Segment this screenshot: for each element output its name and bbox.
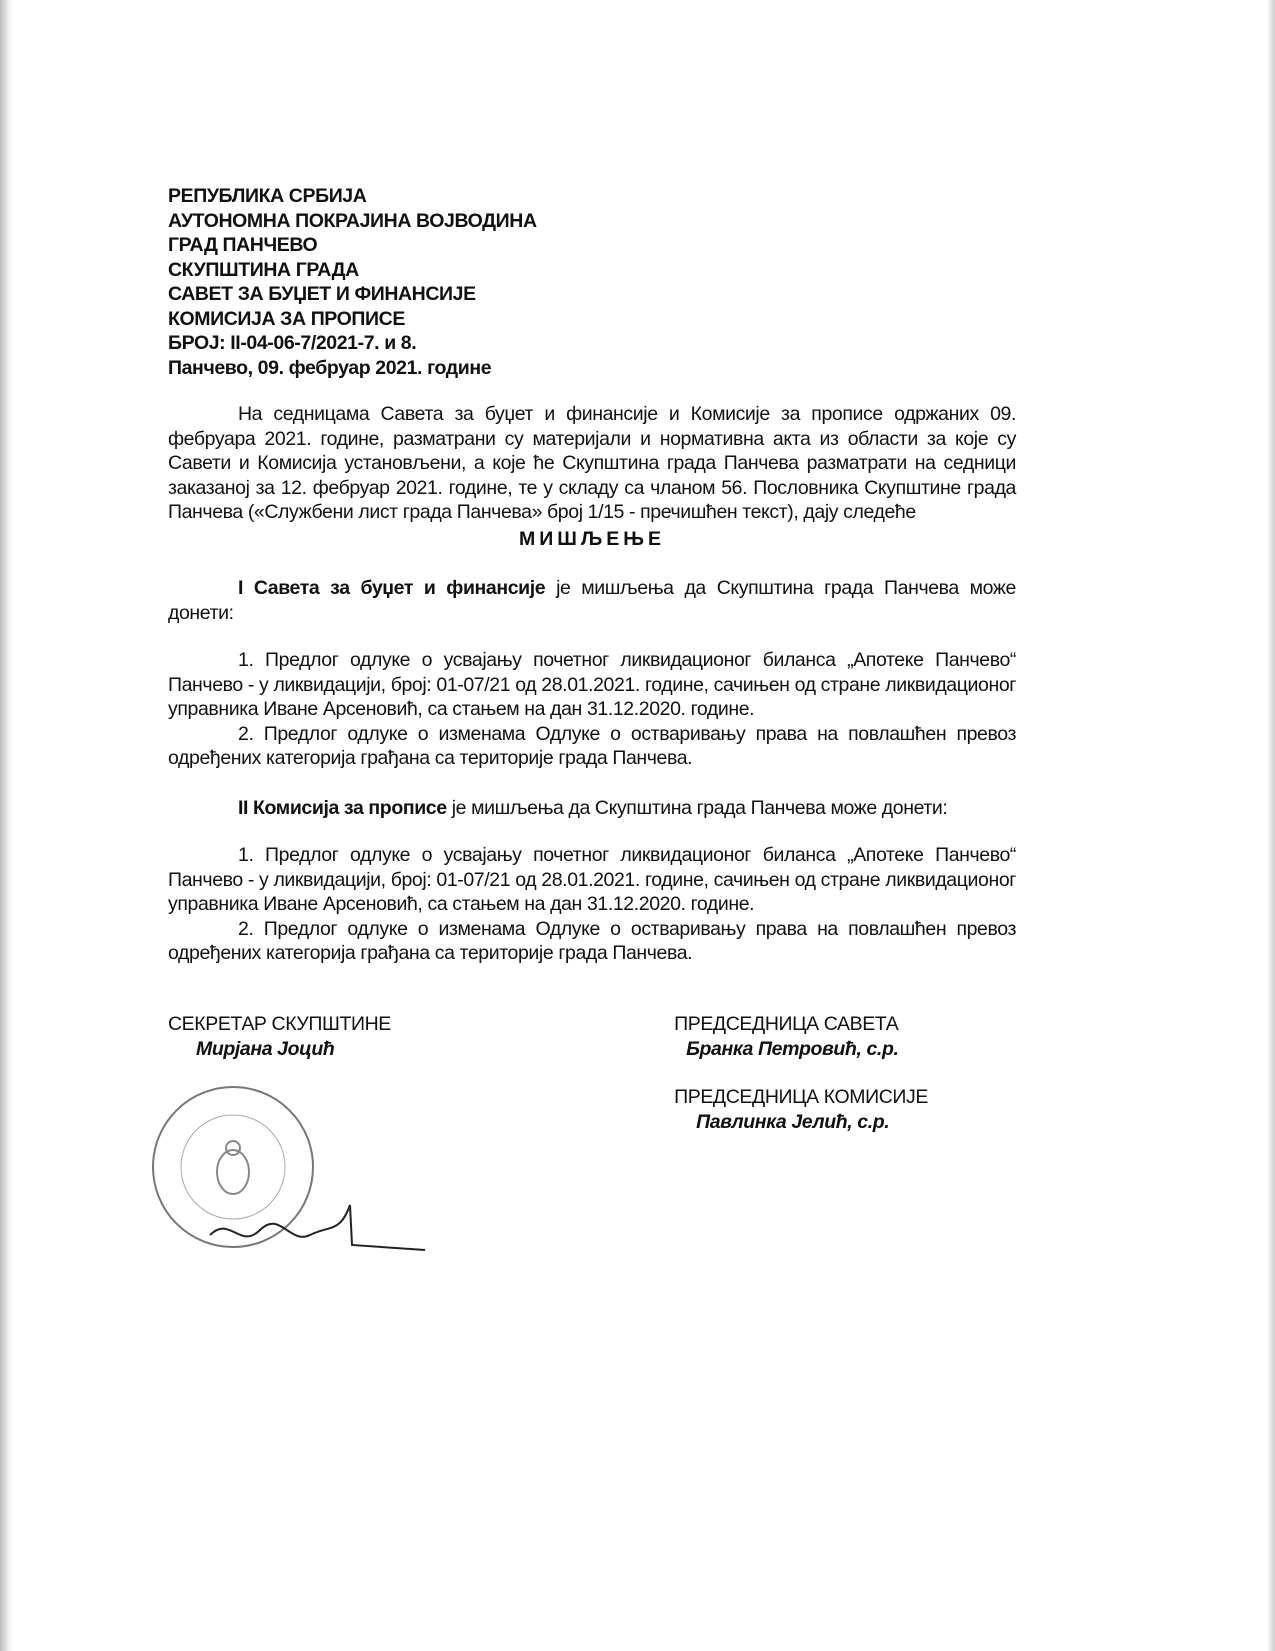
secretary-name: Мирјана Јоцић	[196, 1037, 335, 1060]
list-item: 2. Предлог одлуке о изменама Одлуке о остваривању права на повлашћен превоз одређених категорија грађана са територије града Панчева.	[168, 722, 1016, 769]
header-line: РЕПУБЛИКА СРБИЈА	[168, 185, 367, 207]
left-signatures	[168, 1012, 391, 1135]
document-date: Панчево, 09. фебруар 2021. године	[168, 356, 492, 379]
header-line: САВЕТ ЗА БУЏЕТ И ФИНАНСИЈЕ	[168, 283, 476, 305]
signatures	[168, 1012, 928, 1135]
section-2-lead: II Комисија за прописе	[238, 796, 447, 819]
scan-edge-right	[1267, 0, 1275, 1651]
section-1-lead: I Савета за буџет и финансије	[238, 577, 546, 599]
council-chair-name: Бранка Петровић, с.р.	[686, 1037, 899, 1060]
council-chair-role: ПРЕДСЕДНИЦА САВЕТА	[674, 1012, 899, 1035]
secretary-signature-block	[168, 1012, 391, 1062]
document-header	[168, 184, 1016, 380]
section-1-items	[168, 648, 1016, 771]
council-chair-signature-block	[674, 1012, 928, 1062]
section-2	[168, 796, 1016, 821]
header-line: КОМИСИЈА ЗА ПРОПИСЕ	[168, 307, 405, 330]
commission-chair-role: ПРЕДСЕДНИЦА КОМИСИЈЕ	[674, 1085, 928, 1108]
list-item: 1. Предлог одлуке о усвајању почетног ликвидационог биланса „Апотеке Панчево“ Панчево - у ликвидацији, број: 01-07/21 од 28.01.2021. године, сачињен од стране ликвидационог управника Иване Арсеновић, са стањем на дан 31.12.2020. године.	[168, 649, 1016, 720]
document-number: БРОЈ: II-04-06-7/2021-7. и 8.	[168, 332, 417, 354]
document-body	[168, 184, 1016, 1135]
section-2-items	[168, 843, 1016, 966]
scan-edge-left	[0, 0, 14, 1651]
list-item: 2. Предлог одлуке о изменама Одлуке о остваривању права на повлашћен превоз одређених категорија грађана са територије града Панчева.	[168, 917, 1016, 964]
secretary-role: СЕКРЕТАР СКУПШТИНЕ	[168, 1012, 391, 1035]
header-line: АУТОНОМНА ПОКРАЈИНА ВОЈВОДИНА	[168, 209, 537, 232]
header-line: СКУПШТИНА ГРАДА	[168, 258, 359, 281]
section-1	[168, 576, 1016, 625]
document-title: МИШЉЕЊЕ	[519, 527, 665, 550]
section-1-text: је мишљења да Скупштина града Панчева може донети:	[168, 577, 1017, 624]
right-signatures	[674, 1012, 928, 1135]
list-item: 1. Предлог одлуке о усвајању почетног ликвидационог биланса „Апотеке Панчево“ Панчево - у ликвидацији, број: 01-07/21 од 28.01.2021. године, сачињен од стране ликвидационог управника Иване Арсеновић, са стањем на дан 31.12.2020. године.	[168, 844, 1016, 915]
handwritten-signature	[200, 1195, 430, 1260]
commission-chair-signature-block	[674, 1085, 928, 1135]
commission-chair-name: Павлинка Јелић, с.р.	[696, 1110, 890, 1133]
intro-paragraph: На седницама Савета за буџет и финансије и Комисије за прописе одржаних 09. фебруара 2021. године, разматрани су материјали и нормативна акта из области за које су Савети и Комисија установљени, а које ће Скупштина града Панчева разматрати на седници заказаној за 12. фебруар 2021. године, те у складу са чланом 56. Пословника Скупштине града Панчева («Службени лист града Панчева» број 1/15 - пречишћен текст), дају следеће	[168, 403, 1016, 523]
header-line: ГРАД ПАНЧЕВО	[168, 234, 318, 256]
section-2-text: је мишљења да Скупштина града Панчева може донети:	[446, 796, 948, 819]
